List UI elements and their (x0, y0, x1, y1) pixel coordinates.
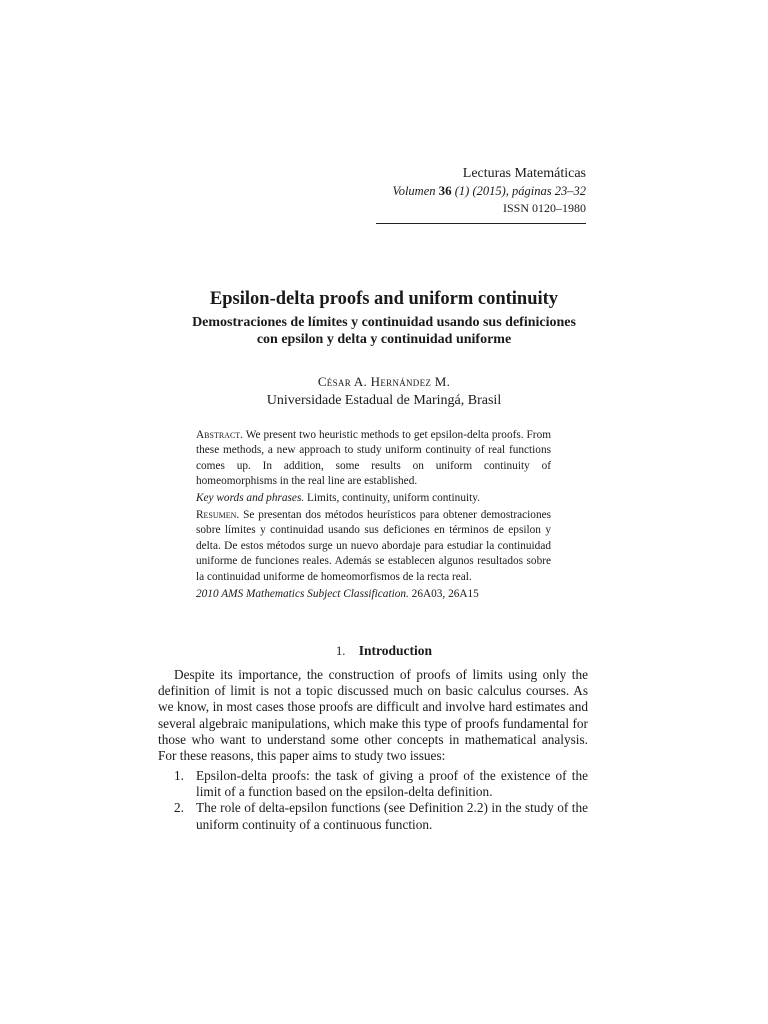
list-marker: 2. (174, 800, 184, 816)
keywords-paragraph (196, 491, 551, 506)
journal-issn: ISSN 0120–1980 (502, 201, 586, 215)
list-item (174, 768, 588, 800)
list-marker: 1. (174, 768, 184, 783)
abstract-paragraph (196, 428, 551, 490)
title-block (100, 288, 668, 410)
volume-number: 36 (438, 183, 452, 198)
section-heading (160, 642, 608, 660)
paper-title: Epsilon-delta proofs and uniform continuity (209, 289, 559, 309)
abstract-text: We present two heuristic methods to get epsilon-delta proofs. From these methods, a new approach to study uniform continuity of real functions comes up. In addition, some results on uniform continuity of homeomorphisms in the real line are established. (196, 429, 552, 488)
abstract-block (196, 428, 551, 603)
keywords-label: Key words and phrases. (196, 492, 305, 505)
msc-label: 2010 AMS Mathematics Subject Classification. (196, 587, 409, 600)
list-item-text: Epsilon-delta proofs: the task of giving a proof of the existence of the limit of a function based on the epsilon-delta definition. (196, 768, 588, 800)
section-title: Introduction (358, 643, 433, 658)
intro-paragraph: Despite its importance, the construction of proofs of limits using only the definition of limit is not a topic discussed much on basic calculus courses. As we know, in most cases those proofs are difficult and involve hard estimates and several algebraic manipulations, which make this type of proofs fundamental for those who want to understand some other concepts in mathematical analysis. For these reasons, this paper aims to study two issues: (158, 667, 588, 764)
header-rule (376, 223, 586, 224)
keywords-text: Limits, continuity, uniform continuity. (307, 492, 480, 505)
journal-volume (392, 182, 586, 200)
subtitle-line-1: Demostraciones de límites y continuidad usando sus definiciones (192, 315, 576, 330)
abstract-label: Abstract. (196, 429, 243, 441)
resumen-label: Resumen. (196, 509, 240, 522)
resumen-text: Se presentan dos métodos heurísticos para obtener demostraciones sobre límites y continuidad usando sus deficiones en términos de epsilon y delta. De estos métodos surge un nuevo abordaje para estudiar la continuidad uniforme de funciones reales. Además se establecen algunos resultados sobre la continuidad uniforme de homeomorfismos de la recta real. (196, 509, 551, 583)
paper-subtitle (100, 314, 668, 348)
journal-name: Lecturas Matemáticas (462, 166, 586, 181)
issue-list (174, 768, 588, 833)
volume-prefix: Volumen (392, 184, 436, 198)
subtitle-line-2: con epsilon y delta y continuidad uniforme (256, 332, 512, 347)
journal-header (392, 165, 586, 217)
list-item-text: The role of delta-epsilon functions (see Definition 2.2) in the study of the uniform continuity of a continuous function. (196, 800, 588, 832)
msc-text: 26A03, 26A15 (411, 587, 479, 600)
author-affiliation: Universidade Estadual de Maringá, Brasil (266, 393, 502, 408)
list-item (174, 800, 588, 832)
msc-paragraph (196, 587, 551, 602)
author-name: César A. Hernández M. (317, 374, 451, 389)
volume-suffix: (1) (2015), páginas 23–32 (454, 184, 586, 198)
resumen-paragraph (196, 508, 551, 585)
section-number: 1. (335, 644, 346, 658)
